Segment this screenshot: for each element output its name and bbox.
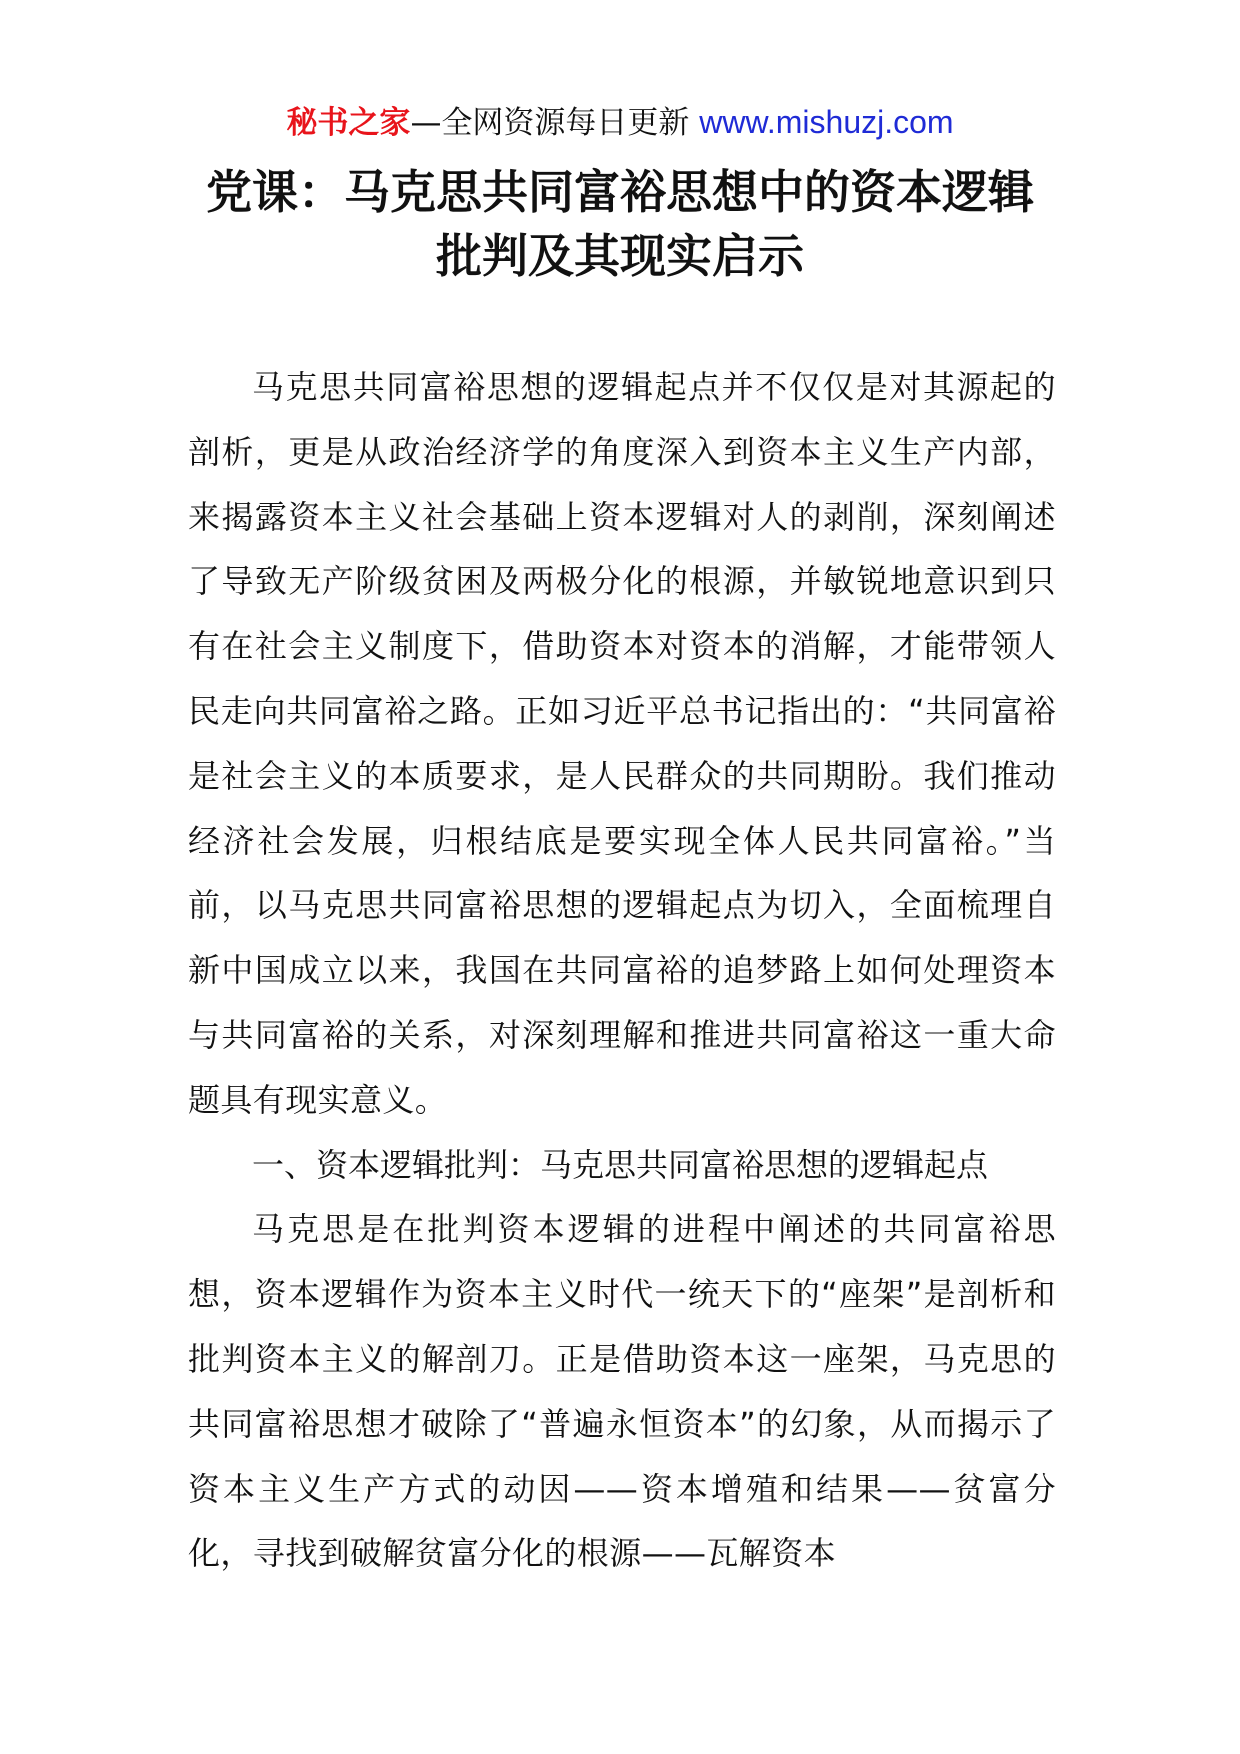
site-name: 秘书之家: [286, 105, 411, 141]
document-title: [160, 160, 1080, 288]
intro-paragraph: 马克思共同富裕思想的逻辑起点并不仅仅是对其源起的剖析，更是从政治经济学的角度深入到资本主义生产内部，来揭露资本主义社会基础上资本逻辑对人的剥削，深刻阐述了导致无产阶级贫困及两极分化的根源，并敏锐地意识到只有在社会主义制度下，借助资本对资本的消解，才能带领人民走向共同富裕之路。正如习近平总书记指出的：“共同富裕是社会主义的本质要求，是人民群众的共同期盼。我们推动经济社会发展，归根结底是要实现全体人民共同富裕。”当前，以马克思共同富裕思想的逻辑起点为切入，全面梳理自新中国成立以来，我国在共同富裕的追梦路上如何处理资本与共同富裕的关系，对深刻理解和推进共同富裕这一重大命题具有现实意义。: [188, 368, 1056, 1119]
document-title-line-2: 批判及其现实启示: [436, 229, 804, 283]
site-url-link[interactable]: www.mishuzj.com: [699, 104, 954, 140]
section-1-paragraph: 马克思是在批判资本逻辑的进程中阐述的共同富裕思想，资本逻辑作为资本主义时代一统天下的“座架”是剖析和批判资本主义的解剖刀。正是借助资本这一座架，马克思的共同富裕思想才破除了“普遍永恒资本”的幻象，从而揭示了资本主义生产方式的动因——资本增殖和结果——贫富分化，寻找到破解贫富分化的根源——瓦解资本: [188, 1210, 1056, 1573]
document-title-line-1: 党课：马克思共同富裕思想中的资本逻辑: [206, 165, 1034, 219]
site-tagline: —全网资源每日更新: [410, 105, 690, 141]
section-heading-1: 一、资本逻辑批判：马克思共同富裕思想的逻辑起点: [252, 1145, 989, 1184]
site-header: [0, 100, 1240, 145]
document-body: [188, 355, 1056, 1586]
